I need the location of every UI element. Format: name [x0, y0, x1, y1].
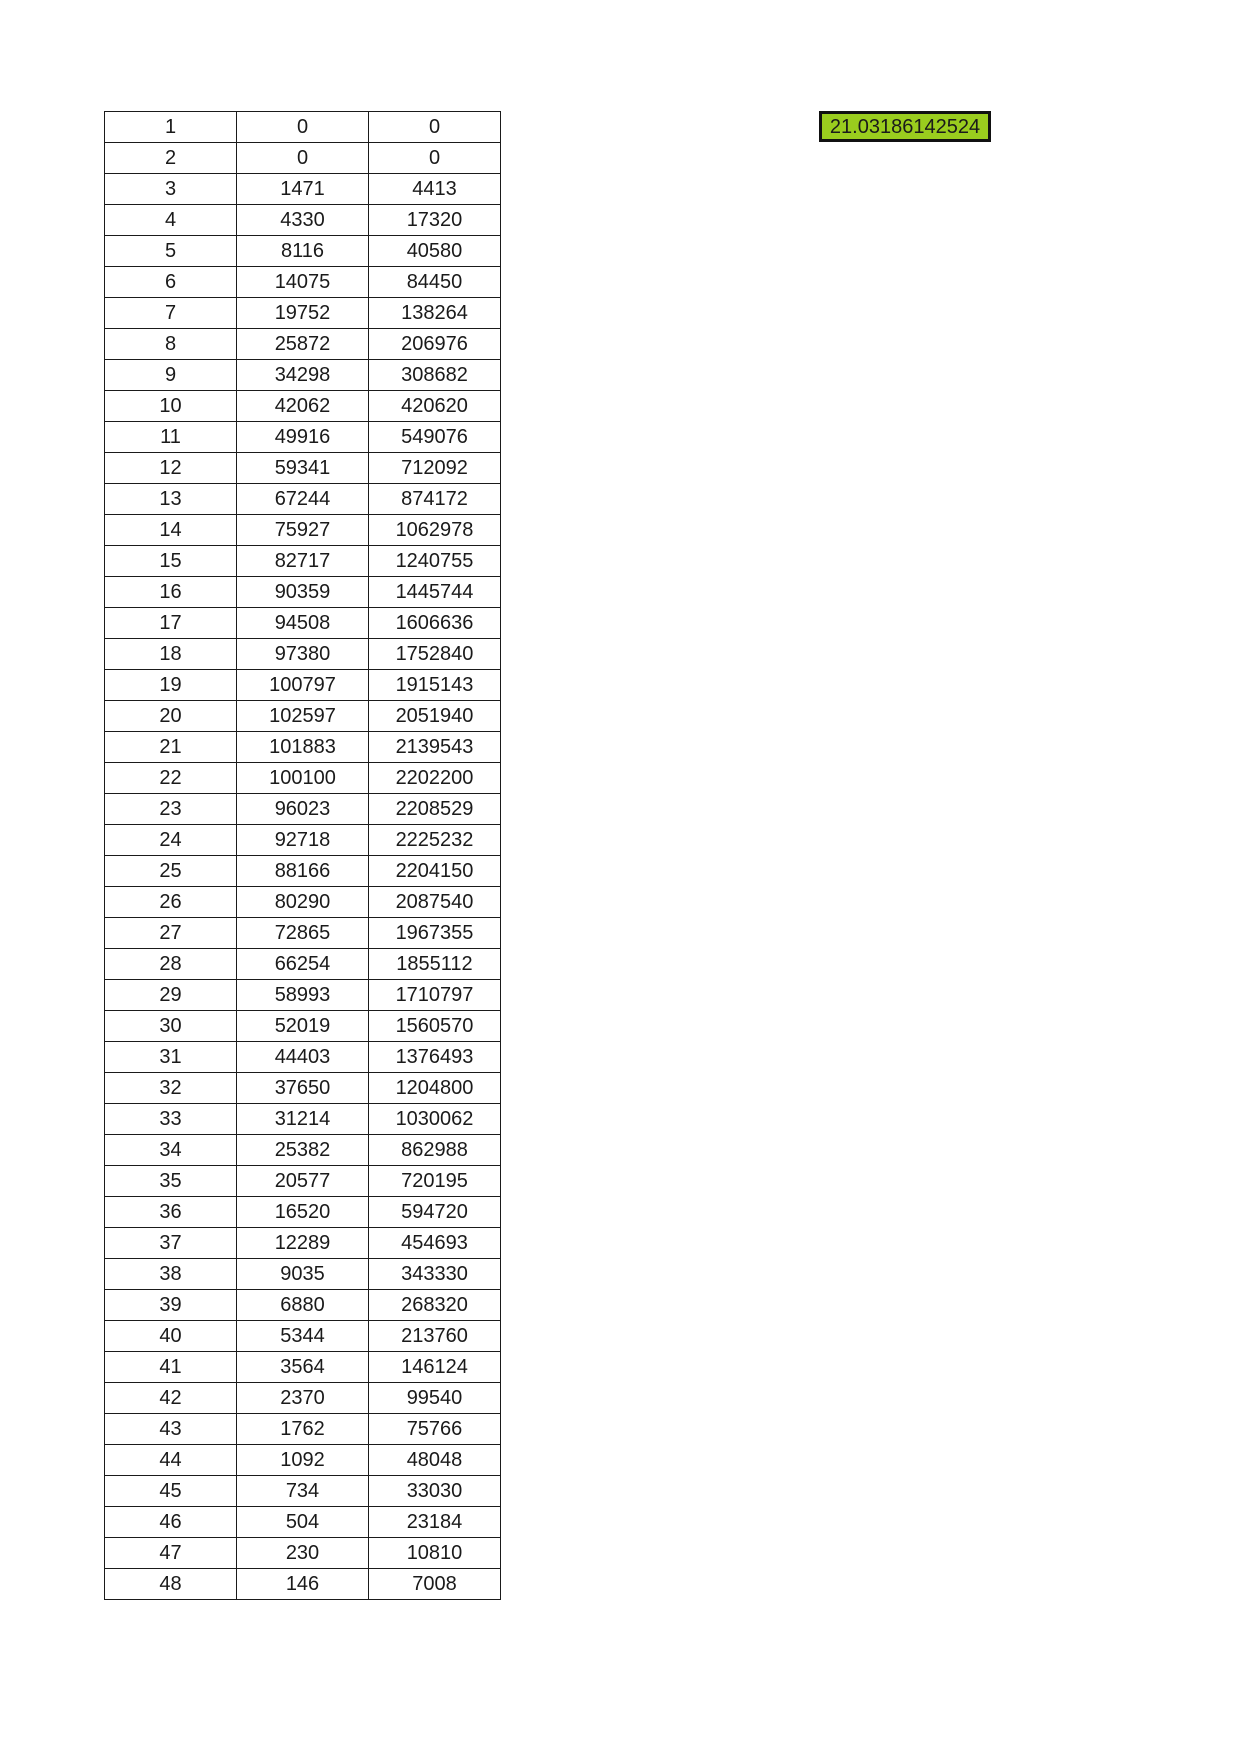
table-row	[105, 515, 501, 546]
index-cell[interactable]: 4	[105, 205, 237, 236]
index-cell[interactable]: 11	[105, 422, 237, 453]
product-cell[interactable]: 84450	[369, 267, 501, 298]
product-cell[interactable]: 2225232	[369, 825, 501, 856]
product-cell[interactable]: 99540	[369, 1383, 501, 1414]
table-row	[105, 205, 501, 236]
product-cell[interactable]: 594720	[369, 1197, 501, 1228]
count-cell[interactable]: 97380	[237, 639, 369, 670]
index-cell[interactable]: 9	[105, 360, 237, 391]
index-cell[interactable]: 31	[105, 1042, 237, 1073]
count-cell[interactable]: 66254	[237, 949, 369, 980]
table-row	[105, 1352, 501, 1383]
product-cell[interactable]: 1855112	[369, 949, 501, 980]
count-cell[interactable]: 9035	[237, 1259, 369, 1290]
count-cell[interactable]: 34298	[237, 360, 369, 391]
count-cell[interactable]: 49916	[237, 422, 369, 453]
product-cell[interactable]: 2139543	[369, 732, 501, 763]
product-cell[interactable]: 2204150	[369, 856, 501, 887]
product-cell[interactable]: 1240755	[369, 546, 501, 577]
table-row	[105, 1445, 501, 1476]
product-cell[interactable]: 2051940	[369, 701, 501, 732]
table-row	[105, 1569, 501, 1600]
table-row	[105, 1042, 501, 1073]
index-cell[interactable]: 38	[105, 1259, 237, 1290]
count-cell[interactable]: 101883	[237, 732, 369, 763]
product-cell[interactable]: 2202200	[369, 763, 501, 794]
index-cell[interactable]: 42	[105, 1383, 237, 1414]
count-cell[interactable]: 2370	[237, 1383, 369, 1414]
count-cell[interactable]: 3564	[237, 1352, 369, 1383]
product-cell[interactable]: 138264	[369, 298, 501, 329]
count-cell[interactable]: 16520	[237, 1197, 369, 1228]
count-cell[interactable]: 52019	[237, 1011, 369, 1042]
product-cell[interactable]: 549076	[369, 422, 501, 453]
table-row	[105, 577, 501, 608]
index-cell[interactable]: 29	[105, 980, 237, 1011]
table-row	[105, 1228, 501, 1259]
highlighted-result-cell[interactable]: 21.03186142524	[819, 111, 991, 142]
table-row	[105, 1414, 501, 1445]
table-row	[105, 1166, 501, 1197]
product-cell[interactable]: 40580	[369, 236, 501, 267]
product-cell[interactable]: 1030062	[369, 1104, 501, 1135]
index-cell[interactable]: 39	[105, 1290, 237, 1321]
table-row	[105, 639, 501, 670]
index-cell[interactable]: 48	[105, 1569, 237, 1600]
table-row	[105, 484, 501, 515]
table-row	[105, 143, 501, 174]
data-table	[104, 111, 501, 1600]
product-cell[interactable]: 0	[369, 112, 501, 143]
index-cell[interactable]: 44	[105, 1445, 237, 1476]
count-cell[interactable]: 1471	[237, 174, 369, 205]
count-cell[interactable]: 75927	[237, 515, 369, 546]
count-cell[interactable]: 5344	[237, 1321, 369, 1352]
index-cell[interactable]: 7	[105, 298, 237, 329]
index-cell[interactable]: 33	[105, 1104, 237, 1135]
index-cell[interactable]: 43	[105, 1414, 237, 1445]
index-cell[interactable]: 18	[105, 639, 237, 670]
product-cell[interactable]: 0	[369, 143, 501, 174]
table-row	[105, 732, 501, 763]
product-cell[interactable]: 720195	[369, 1166, 501, 1197]
index-cell[interactable]: 30	[105, 1011, 237, 1042]
table-row	[105, 1507, 501, 1538]
count-cell[interactable]: 67244	[237, 484, 369, 515]
product-cell[interactable]: 2087540	[369, 887, 501, 918]
count-cell[interactable]: 0	[237, 143, 369, 174]
index-cell[interactable]: 36	[105, 1197, 237, 1228]
count-cell[interactable]: 734	[237, 1476, 369, 1507]
count-cell[interactable]: 44403	[237, 1042, 369, 1073]
index-cell[interactable]: 34	[105, 1135, 237, 1166]
count-cell[interactable]: 100100	[237, 763, 369, 794]
table-row	[105, 1290, 501, 1321]
count-cell[interactable]: 92718	[237, 825, 369, 856]
table-row	[105, 1011, 501, 1042]
index-cell[interactable]: 1	[105, 112, 237, 143]
index-cell[interactable]: 46	[105, 1507, 237, 1538]
product-cell[interactable]: 7008	[369, 1569, 501, 1600]
table-row	[105, 174, 501, 205]
count-cell[interactable]: 102597	[237, 701, 369, 732]
product-cell[interactable]: 48048	[369, 1445, 501, 1476]
count-cell[interactable]: 14075	[237, 267, 369, 298]
product-cell[interactable]: 2208529	[369, 794, 501, 825]
table-row	[105, 1135, 501, 1166]
index-cell[interactable]: 6	[105, 267, 237, 298]
product-cell[interactable]: 1606636	[369, 608, 501, 639]
product-cell[interactable]: 1560570	[369, 1011, 501, 1042]
table-row	[105, 1538, 501, 1569]
count-cell[interactable]: 19752	[237, 298, 369, 329]
count-cell[interactable]: 58993	[237, 980, 369, 1011]
index-cell[interactable]: 40	[105, 1321, 237, 1352]
table-row	[105, 360, 501, 391]
count-cell[interactable]: 94508	[237, 608, 369, 639]
index-cell[interactable]: 3	[105, 174, 237, 205]
product-cell[interactable]: 1445744	[369, 577, 501, 608]
product-cell[interactable]: 454693	[369, 1228, 501, 1259]
product-cell[interactable]: 1915143	[369, 670, 501, 701]
table-row	[105, 329, 501, 360]
count-cell[interactable]: 8116	[237, 236, 369, 267]
count-cell[interactable]: 1762	[237, 1414, 369, 1445]
product-cell[interactable]: 17320	[369, 205, 501, 236]
count-cell[interactable]: 0	[237, 112, 369, 143]
index-cell[interactable]: 27	[105, 918, 237, 949]
product-cell[interactable]: 1204800	[369, 1073, 501, 1104]
index-cell[interactable]: 17	[105, 608, 237, 639]
count-cell[interactable]: 25382	[237, 1135, 369, 1166]
product-cell[interactable]: 1967355	[369, 918, 501, 949]
index-cell[interactable]: 41	[105, 1352, 237, 1383]
count-cell[interactable]: 59341	[237, 453, 369, 484]
product-cell[interactable]: 874172	[369, 484, 501, 515]
product-cell[interactable]: 33030	[369, 1476, 501, 1507]
index-cell[interactable]: 22	[105, 763, 237, 794]
product-cell[interactable]: 1062978	[369, 515, 501, 546]
table-row	[105, 763, 501, 794]
count-cell[interactable]: 80290	[237, 887, 369, 918]
product-cell[interactable]: 213760	[369, 1321, 501, 1352]
index-cell[interactable]: 28	[105, 949, 237, 980]
product-cell[interactable]: 1752840	[369, 639, 501, 670]
table-row	[105, 1259, 501, 1290]
table-row	[105, 701, 501, 732]
count-cell[interactable]: 6880	[237, 1290, 369, 1321]
count-cell[interactable]: 42062	[237, 391, 369, 422]
index-cell[interactable]: 47	[105, 1538, 237, 1569]
table-row	[105, 1104, 501, 1135]
index-cell[interactable]: 23	[105, 794, 237, 825]
index-cell[interactable]: 25	[105, 856, 237, 887]
table-body	[105, 112, 501, 1600]
product-cell[interactable]: 343330	[369, 1259, 501, 1290]
table-row	[105, 1073, 501, 1104]
product-cell[interactable]: 10810	[369, 1538, 501, 1569]
index-cell[interactable]: 13	[105, 484, 237, 515]
index-cell[interactable]: 2	[105, 143, 237, 174]
table-row	[105, 918, 501, 949]
count-cell[interactable]: 72865	[237, 918, 369, 949]
index-cell[interactable]: 19	[105, 670, 237, 701]
product-cell[interactable]: 75766	[369, 1414, 501, 1445]
table-row	[105, 112, 501, 143]
index-cell[interactable]: 20	[105, 701, 237, 732]
index-cell[interactable]: 32	[105, 1073, 237, 1104]
count-cell[interactable]: 4330	[237, 205, 369, 236]
count-cell[interactable]: 96023	[237, 794, 369, 825]
table-row	[105, 1476, 501, 1507]
count-cell[interactable]: 31214	[237, 1104, 369, 1135]
count-cell[interactable]: 504	[237, 1507, 369, 1538]
count-cell[interactable]: 88166	[237, 856, 369, 887]
index-cell[interactable]: 35	[105, 1166, 237, 1197]
table-row	[105, 391, 501, 422]
count-cell[interactable]: 146	[237, 1569, 369, 1600]
index-cell[interactable]: 12	[105, 453, 237, 484]
table-row	[105, 670, 501, 701]
table-row	[105, 298, 501, 329]
count-cell[interactable]: 90359	[237, 577, 369, 608]
product-cell[interactable]: 4413	[369, 174, 501, 205]
count-cell[interactable]: 100797	[237, 670, 369, 701]
count-cell[interactable]: 25872	[237, 329, 369, 360]
index-cell[interactable]: 37	[105, 1228, 237, 1259]
table-row	[105, 546, 501, 577]
product-cell[interactable]: 420620	[369, 391, 501, 422]
index-cell[interactable]: 24	[105, 825, 237, 856]
product-cell[interactable]: 1376493	[369, 1042, 501, 1073]
product-cell[interactable]: 862988	[369, 1135, 501, 1166]
table-row	[105, 453, 501, 484]
product-cell[interactable]: 23184	[369, 1507, 501, 1538]
table-row	[105, 422, 501, 453]
table-row	[105, 980, 501, 1011]
table-row	[105, 267, 501, 298]
table-row	[105, 608, 501, 639]
index-cell[interactable]: 10	[105, 391, 237, 422]
count-cell[interactable]: 1092	[237, 1445, 369, 1476]
product-cell[interactable]: 268320	[369, 1290, 501, 1321]
table-row	[105, 949, 501, 980]
table-row	[105, 1197, 501, 1228]
count-cell[interactable]: 12289	[237, 1228, 369, 1259]
table-row	[105, 1321, 501, 1352]
index-cell[interactable]: 15	[105, 546, 237, 577]
table-row	[105, 236, 501, 267]
table-row	[105, 1383, 501, 1414]
index-cell[interactable]: 45	[105, 1476, 237, 1507]
table-row	[105, 887, 501, 918]
product-cell[interactable]: 206976	[369, 329, 501, 360]
count-cell[interactable]: 37650	[237, 1073, 369, 1104]
index-cell[interactable]: 26	[105, 887, 237, 918]
table-row	[105, 825, 501, 856]
index-cell[interactable]: 5	[105, 236, 237, 267]
index-cell[interactable]: 21	[105, 732, 237, 763]
product-cell[interactable]: 712092	[369, 453, 501, 484]
count-cell[interactable]: 82717	[237, 546, 369, 577]
table-row	[105, 794, 501, 825]
product-cell[interactable]: 1710797	[369, 980, 501, 1011]
index-cell[interactable]: 8	[105, 329, 237, 360]
product-cell[interactable]: 308682	[369, 360, 501, 391]
count-cell[interactable]: 230	[237, 1538, 369, 1569]
index-cell[interactable]: 14	[105, 515, 237, 546]
table-row	[105, 856, 501, 887]
index-cell[interactable]: 16	[105, 577, 237, 608]
product-cell[interactable]: 146124	[369, 1352, 501, 1383]
count-cell[interactable]: 20577	[237, 1166, 369, 1197]
